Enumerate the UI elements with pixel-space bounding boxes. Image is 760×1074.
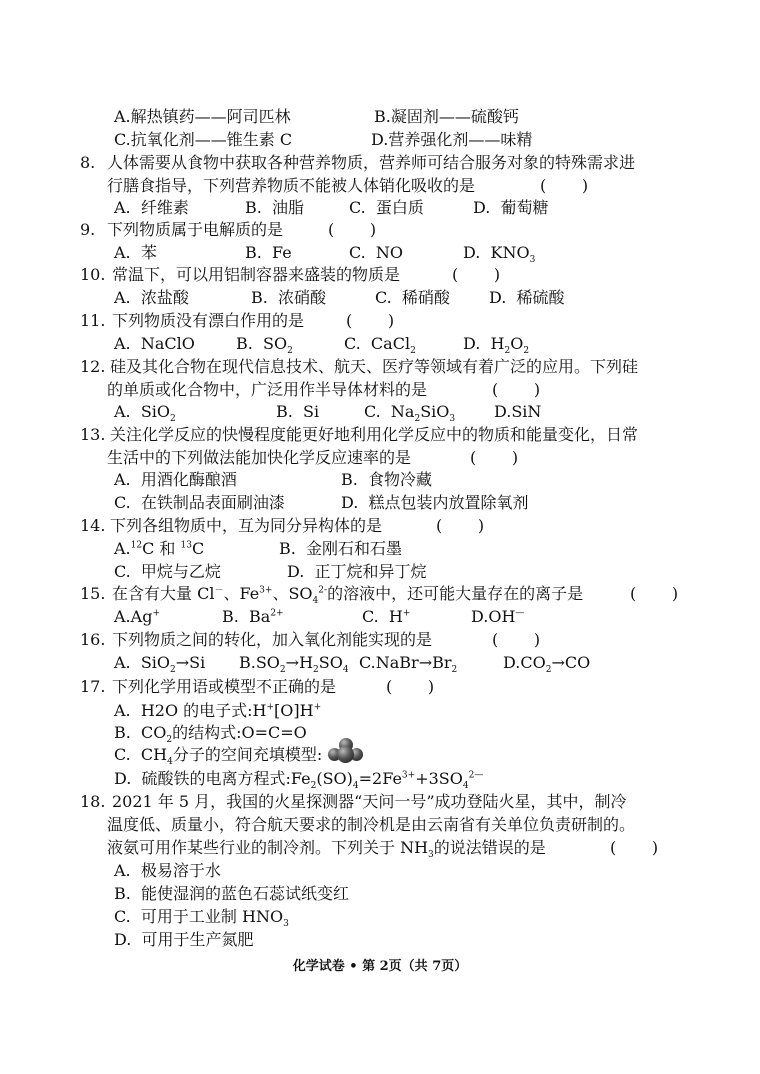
q8-options xyxy=(0,197,549,219)
q11-option-c-sub: 2 xyxy=(410,346,416,357)
q17-option-a-row xyxy=(0,700,322,722)
q15-option-b-sup: 2+ xyxy=(270,608,284,619)
q18-option-c-row xyxy=(0,906,289,930)
q14-option-a-end: C xyxy=(191,539,205,558)
q17-option-d-mid: (SO) xyxy=(316,769,353,788)
q18-option-d-row xyxy=(0,929,254,951)
q18-option-b-row xyxy=(0,883,350,905)
q18-stem-cont: 温度低、质量小，符合航天要求的制冷机是由云南省有关单位负责研制的。 xyxy=(107,815,636,834)
q11-option-b-sub: 2 xyxy=(287,346,293,357)
q11-number: 11. xyxy=(80,311,106,330)
q13-answer-paren: ( ) xyxy=(470,448,519,467)
q10-stem xyxy=(0,264,501,286)
q12-stem-line2 xyxy=(0,379,541,401)
q17-stem xyxy=(0,676,435,698)
q15-option-a xyxy=(114,606,160,628)
q17-option-a xyxy=(114,700,321,722)
q15-options xyxy=(0,606,525,628)
q12-option-a-sub: 2 xyxy=(170,414,176,425)
q7-option-d: D.营养强化剂——味精 xyxy=(371,130,533,149)
q12-option-c-sub1: 2 xyxy=(414,414,421,425)
q18-stem-line2 xyxy=(0,814,636,836)
q18-number: 18. xyxy=(80,792,106,811)
q12-answer-paren: ( ) xyxy=(492,380,541,399)
q18-option-b: B. 能使湿润的蓝色石蕊试纸变红 xyxy=(114,884,350,903)
q13-stem-line2 xyxy=(0,447,519,469)
q16-option-b-mid: →H xyxy=(285,653,314,672)
q14-number: 14. xyxy=(80,516,106,535)
q10-options xyxy=(0,287,565,309)
q12-stem: 硅及其化合物在现代信息技术、航天、医疗等领域有着广泛的应用。下列硅 xyxy=(110,357,639,376)
q8-option-d: D. 葡萄糖 xyxy=(473,198,549,217)
q11-option-a: A. NaClO xyxy=(114,334,195,353)
q16-option-b-sub2: 2 xyxy=(313,665,319,676)
q14-option-a-sup1: 12 xyxy=(130,540,143,551)
q15-option-c-sup: + xyxy=(402,608,411,619)
q16-stem-text: 下列物质之间的转化，加入氧化剂能实现的是 xyxy=(112,630,433,649)
q15-option-d-text: D.OH xyxy=(471,607,516,626)
q15-stem-b: 、Fe xyxy=(223,584,260,603)
q18-stem-a: 液氨可用作某些行业的制冷剂。下列关于 NH xyxy=(107,838,429,857)
q11-options xyxy=(0,333,530,357)
q17-option-d-row xyxy=(0,768,484,792)
q14-stem xyxy=(0,515,485,537)
q17-option-d-fe: =2Fe xyxy=(358,769,402,788)
q14-options-row2 xyxy=(0,561,427,583)
q15-option-a-text: A.Ag xyxy=(114,607,153,626)
q8-option-a: A. 纤维素 xyxy=(114,198,189,217)
q17-answer-paren: ( ) xyxy=(386,677,435,696)
q9-answer-paren: ( ) xyxy=(328,220,377,239)
q14-stem-text: 下列各组物质中，互为同分异构体的是 xyxy=(110,516,383,535)
q8-stem: 人体需要从食物中获取各种营养物质，营养师可结合服务对象的特殊需求进 xyxy=(107,153,636,172)
q14-option-a-mid: C 和 xyxy=(142,539,181,558)
q15-stem-text xyxy=(112,583,583,605)
q16-option-b-text: B.SO xyxy=(239,653,280,672)
q18-option-d: D. 可用于生产氮肥 xyxy=(114,930,254,949)
q16-option-b-sub3: 4 xyxy=(342,665,349,676)
q16-option-b xyxy=(239,652,349,674)
q11-option-d-text: D. H xyxy=(463,334,505,353)
q15-stem-a: 在含有大量 Cl xyxy=(112,584,215,603)
q9-stem-text: 下列物质属于电解质的是 xyxy=(107,220,284,239)
q17-option-d-sup1: 3+ xyxy=(401,770,416,781)
q7-options-row2 xyxy=(0,129,533,151)
q15-option-c-text: C. H xyxy=(362,607,403,626)
q7-option-a: A.解热镇药——阿司匹林 xyxy=(114,107,291,126)
q9-option-a: A. 苯 xyxy=(114,243,157,262)
q7-option-c: C.抗氧化剂——锥生素 C xyxy=(114,130,293,149)
q11-option-d-sub2: 2 xyxy=(523,346,530,357)
q16-option-a-text: A. SiO xyxy=(114,653,171,672)
q12-option-c xyxy=(364,401,455,423)
q14-option-a-label: A. xyxy=(114,539,131,558)
q14-option-c: C. 甲烷与乙烷 xyxy=(114,562,221,581)
q18-option-c xyxy=(114,906,289,928)
q11-option-c-text: C. CaCl xyxy=(344,334,411,353)
q17-option-a-mid: [O]H xyxy=(274,701,314,720)
q12-stem-line1 xyxy=(0,356,639,378)
q12-option-d: D.SiN xyxy=(494,402,542,421)
q10-number: 10. xyxy=(80,265,106,284)
q8-answer-paren: ( ) xyxy=(540,176,589,195)
q17-option-b xyxy=(114,722,307,744)
q17-option-d-sub2: 4 xyxy=(352,781,359,792)
q15-stem-sup1: － xyxy=(214,585,224,596)
page-footer: 化学试卷 • 第 2页（共 7页） xyxy=(292,959,468,974)
q8-number: 8. xyxy=(80,153,96,172)
q15-stem-c: 、SO xyxy=(272,584,313,603)
q11-option-b-text: B. SO xyxy=(236,334,288,353)
q16-option-d xyxy=(503,652,590,674)
q18-stem-b: 的说法错误的是 xyxy=(433,838,546,857)
q17-option-b-sub: 2 xyxy=(166,735,173,746)
q15-stem-sub3: 4 xyxy=(312,596,319,607)
q8-option-c: C. 蛋白质 xyxy=(349,198,424,217)
q18-stem-line3 xyxy=(0,837,659,861)
q12-option-c-sub2: 3 xyxy=(449,414,456,425)
q11-stem-text: 下列物质没有漂白作用的是 xyxy=(112,311,305,330)
q14-option-a xyxy=(114,538,204,560)
q16-option-d-sub: 2 xyxy=(545,665,552,676)
q17-option-a-sup1: + xyxy=(266,702,275,713)
q13-options-row2 xyxy=(0,492,529,514)
q17-option-c xyxy=(114,744,322,766)
q17-option-d-sub3: 4 xyxy=(462,781,469,792)
q15-number: 15. xyxy=(80,584,106,603)
q16-option-b-end: SO xyxy=(318,653,343,672)
q9-option-d-text: D. KNO xyxy=(463,243,530,262)
q14-option-b: B. 金刚石和石墨 xyxy=(279,539,403,558)
q11-option-d-sub1: 2 xyxy=(504,346,511,357)
q16-option-c-text: C.NaBr→Br xyxy=(359,653,452,672)
q15-option-d xyxy=(471,606,524,628)
q11-option-d-mid: O xyxy=(510,334,524,353)
q17-option-c-text: C. CH xyxy=(114,745,168,764)
q13-option-a: A. 用酒化酶酿酒 xyxy=(114,470,237,489)
q8-stem-line2 xyxy=(0,175,589,197)
q16-option-a-end: →Si xyxy=(175,653,206,672)
q13-option-b: B. 食物冷藏 xyxy=(341,470,433,489)
q14-option-d: D. 正丁烷和异丁烷 xyxy=(287,562,427,581)
q14-option-a-sup2: 13 xyxy=(180,540,192,551)
q13-number: 13. xyxy=(80,425,106,444)
q13-stem-cont: 生活中的下列做法能加快化学反应速率的是 xyxy=(107,448,412,467)
q9-option-d-sub: 3 xyxy=(529,255,536,266)
q17-number: 17. xyxy=(80,677,106,696)
q15-option-a-sup: + xyxy=(152,608,160,619)
q12-option-a xyxy=(114,401,176,423)
q12-option-b: B. Si xyxy=(276,402,320,421)
q18-stem-line1 xyxy=(0,791,627,813)
q17-option-b-text: B. CO xyxy=(114,723,167,742)
q15-option-b xyxy=(222,606,284,628)
q7-option-b: B.凝固剂——硫酸钙 xyxy=(374,107,519,126)
q10-option-c: C. 稀硝酸 xyxy=(375,288,450,307)
q18-option-a: A. 极易溶于水 xyxy=(114,861,221,880)
q17-option-b-row xyxy=(0,722,307,746)
q12-number: 12. xyxy=(80,357,106,376)
q17-option-c-end: 分子的空间充填模型: xyxy=(172,745,323,764)
c-atom-ball xyxy=(337,746,354,763)
q16-option-c-sub: 2 xyxy=(451,665,458,676)
q13-stem-line1 xyxy=(0,424,639,446)
q17-option-a-sup2: + xyxy=(313,702,322,713)
q11-option-d xyxy=(463,333,529,355)
q18-option-c-text: C. 可用于工业制 HNO xyxy=(114,907,284,926)
q8-option-b: B. 油脂 xyxy=(245,198,305,217)
q13-options-row1 xyxy=(0,469,433,491)
q17-option-b-end: 的结构式:O=C=O xyxy=(172,723,307,742)
q14-options-row1 xyxy=(0,538,403,560)
q15-stem-d: 的溶液中，还可能大量存在的离子是 xyxy=(327,584,584,603)
q15-option-c xyxy=(362,606,410,628)
q16-stem xyxy=(0,629,541,651)
q9-number: 9. xyxy=(80,220,96,239)
q16-option-a-sub: 2 xyxy=(170,665,176,676)
q18-answer-paren: ( ) xyxy=(610,838,659,857)
q16-number: 16. xyxy=(80,630,106,649)
q11-option-c xyxy=(344,333,416,355)
q10-stem-text: 常温下，可以用铝制容器来盛装的物质是 xyxy=(112,265,401,284)
q8-stem-line1 xyxy=(0,152,636,174)
q13-option-d: D. 糕点包装内放置除氧剂 xyxy=(341,493,529,512)
q17-option-d-sup2: 2— xyxy=(468,770,484,781)
q18-option-c-sub: 3 xyxy=(283,919,289,930)
q7-options-row1 xyxy=(0,106,519,128)
q9-stem xyxy=(0,219,377,241)
q13-stem: 关注化学反应的快慢程度能更好地利用化学反应中的物质和能量变化，日常 xyxy=(110,425,639,444)
q16-option-b-sub1: 2 xyxy=(279,665,286,676)
q15-stem-sup3: 2- xyxy=(318,585,328,596)
q11-stem xyxy=(0,310,395,332)
q12-option-c-mid: SiO xyxy=(420,402,450,421)
q9-options xyxy=(0,242,536,266)
q12-stem-cont: 的单质或化合物中，广泛用作半导体材料的是 xyxy=(107,380,428,399)
q18-stem-cont2 xyxy=(107,837,546,859)
q16-option-c xyxy=(359,652,457,674)
q11-option-b xyxy=(236,333,293,355)
q18-stem: 2021 年 5 月，我国的火星探测器“天问一号”成功登陆火星，其中，制冷 xyxy=(112,792,627,811)
q9-option-d xyxy=(463,242,535,264)
q17-option-d-text: D. 硫酸铁的电离方程式:Fe xyxy=(114,769,311,788)
q12-option-a-text: A. SiO xyxy=(114,402,171,421)
q13-option-c: C. 在铁制品表面刷油漆 xyxy=(114,493,285,512)
q16-option-a xyxy=(114,652,205,674)
q17-option-c-sub: 4 xyxy=(167,757,173,768)
q15-answer-paren: ( ) xyxy=(630,584,679,603)
q12-option-c-text: C. Na xyxy=(364,402,415,421)
q8-stem-cont: 行膳食指导，下列营养物质不能被人体销化吸收的是 xyxy=(107,176,476,195)
q17-option-c-row xyxy=(0,744,323,768)
q17-option-d-sub1: 2 xyxy=(310,781,317,792)
q16-option-d-end: →CO xyxy=(551,653,591,672)
q12-options xyxy=(0,401,542,425)
q17-option-d-so: +3SO xyxy=(415,769,463,788)
q9-option-b: B. Fe xyxy=(245,243,292,262)
q14-answer-paren: ( ) xyxy=(436,516,485,535)
q11-answer-paren: ( ) xyxy=(346,311,395,330)
q15-stem-sup2: 3+ xyxy=(259,585,273,596)
q17-option-a-text: A. H2O 的电子式:H xyxy=(114,701,267,720)
q18-option-a-row xyxy=(0,860,221,882)
q9-option-c: C. NO xyxy=(349,243,404,262)
q18-stem-sub: 3 xyxy=(428,850,434,861)
q15-option-b-text: B. Ba xyxy=(222,607,271,626)
q16-answer-paren: ( ) xyxy=(492,630,541,649)
q15-option-d-sup: — xyxy=(515,608,525,619)
q17-option-d xyxy=(114,768,483,790)
q10-option-d: D. 稀硫酸 xyxy=(489,288,565,307)
q10-option-b: B. 浓硝酸 xyxy=(251,288,327,307)
q10-answer-paren: ( ) xyxy=(452,265,501,284)
q10-option-a: A. 浓盐酸 xyxy=(114,288,189,307)
q16-option-d-text: D.CO xyxy=(503,653,546,672)
q15-stem xyxy=(0,583,679,607)
q17-stem-text: 下列化学用语或模型不正确的是 xyxy=(112,677,337,696)
ch4-space-filling-model xyxy=(326,736,366,766)
